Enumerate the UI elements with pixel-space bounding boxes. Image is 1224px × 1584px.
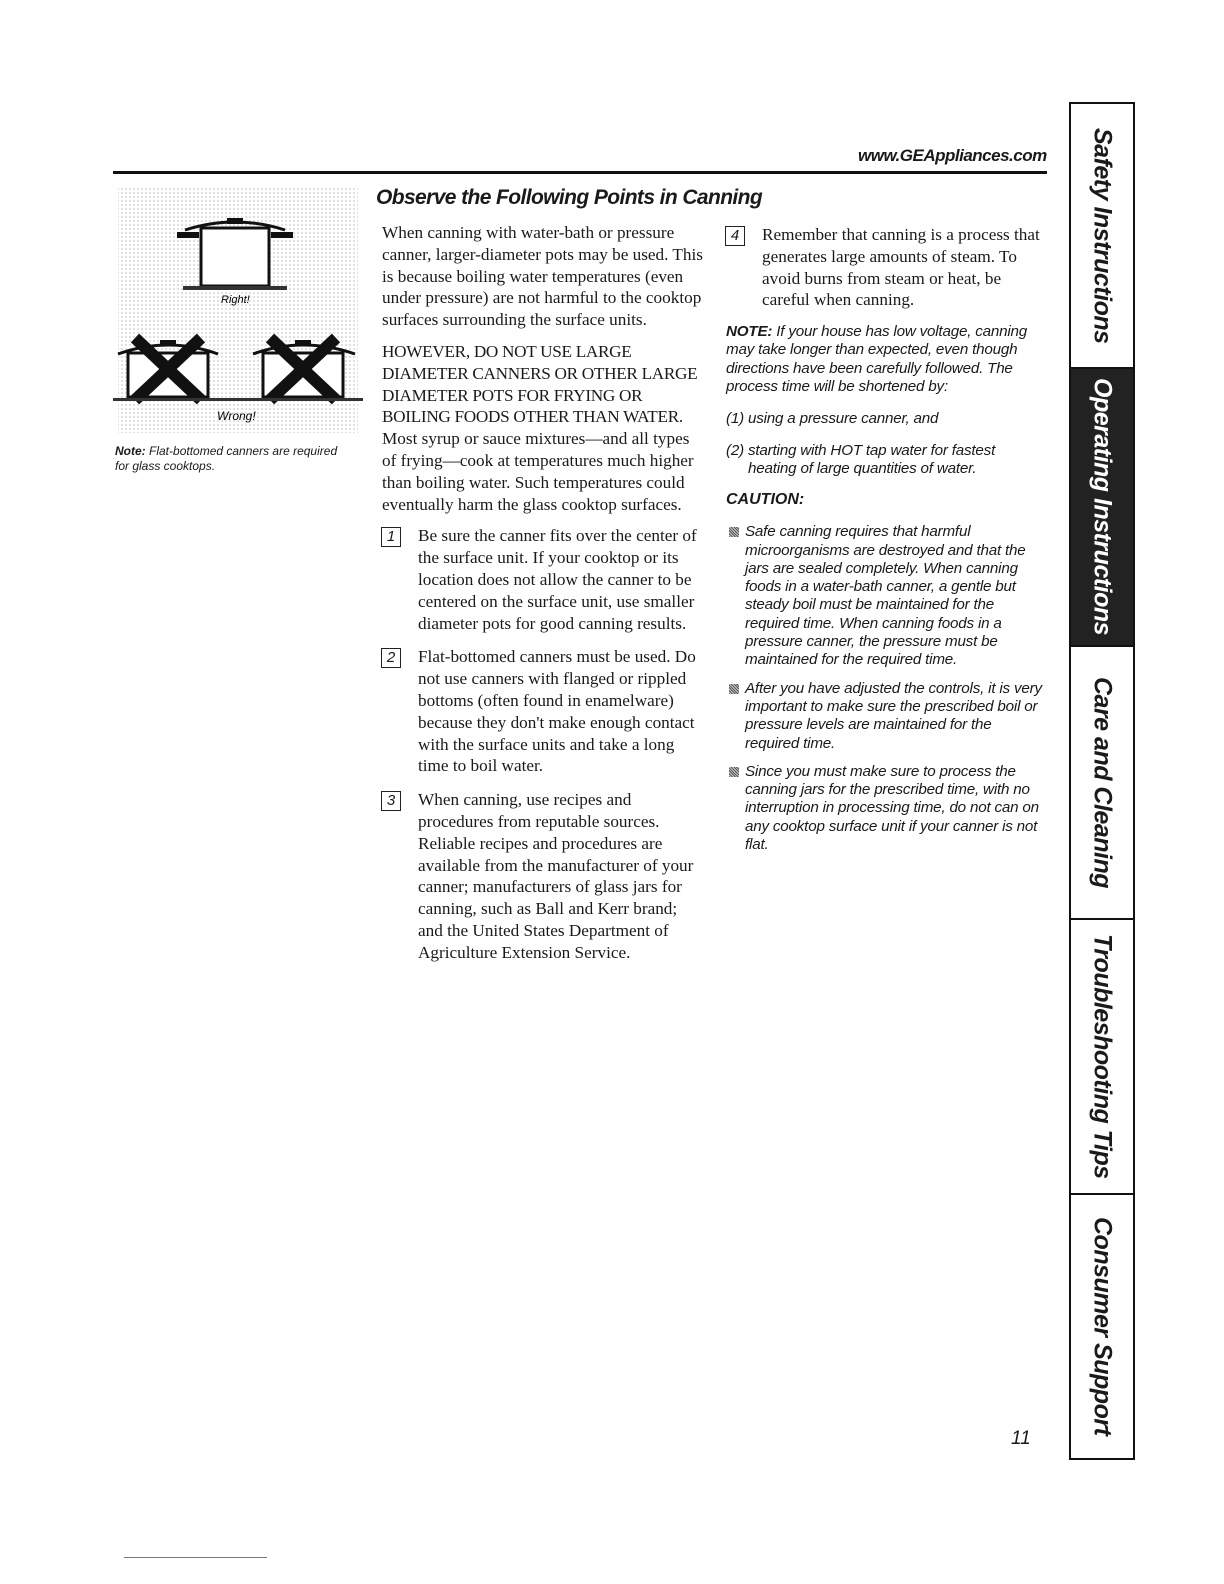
warning-caps: HOWEVER, DO NOT USE LARGE DIAMETER CANNERS OR OTHER LARGE DIAMETER POTS FOR FRYING OR BOILING FOODS OTHER THAN WATER. [382,341,698,427]
caution-heading: CAUTION: [726,491,805,509]
list-item-text: Flat-bottomed canners must be used. Do not use canners with flanged or rippled bottoms (often found in enamelware) because they don't make enough contact with the surface units and take a long time to boil water. [418,647,696,776]
step-number-box: 4 [725,226,745,246]
note-text: Flat-bottomed canners are required for glass cooktops. [115,444,338,473]
note-list-item-2: (2) starting with HOT tap water for fastest heating of large quantities of water. [726,441,996,477]
caution-text: Since you must make sure to process the canning jars for the prescribed time, with no interruption in processing time, do not can on any cooktop surface unit if your canner is not flat. [745,762,1039,854]
intro-paragraph: When canning with water-bath or pressure canner, larger-diameter pots may be used. This is because boiling water temperatures (even under pressure) are not harmful to the cooktop surfaces surrounding the surface units. [382,223,703,330]
tab-operating-instructions[interactable] [1071,369,1133,647]
section-tabs [1069,102,1135,1460]
tab-label: Operating Instructions [1088,378,1117,636]
note-list-item-1: (1) using a pressure canner, and [726,410,939,428]
caution-bullet-3 [726,763,1044,854]
tab-troubleshooting-tips[interactable] [1071,920,1133,1195]
header-rule [113,171,1047,174]
tab-care-and-cleaning[interactable] [1071,647,1133,920]
right-label: Right! [221,294,250,306]
website-url: www.GEAppliances.com [858,146,1047,165]
caution-text: Safe canning requires that harmful microorganisms are destroyed and that the jars are sealed completely. When canning foods in a water-bath canner, a gentle but steady boil must be maintained for the required time. When canning foods in a pressure canner, the pressure must be maintained for the required time. [745,523,1026,669]
tab-label: Safety Instructions [1088,127,1117,344]
caution-bullet-2 [726,680,1044,753]
list-item-2 [382,646,704,777]
main-column [382,222,704,976]
tab-label: Troubleshooting Tips [1088,934,1117,1179]
caution-text: After you have adjusted the controls, it is very important to make sure the prescribed boil or pressure levels are maintained for the required time. [745,679,1042,752]
section-title: Observe the Following Points in Canning [376,186,763,209]
step-number-box: 3 [381,791,401,811]
list-item-text: Remember that canning is a process that generates large amounts of steam. To avoid burns from steam or heat, be careful when canning. [762,225,1040,310]
canner-illustration-svg [113,188,363,438]
step-number-box: 1 [381,527,401,547]
figure-note [115,444,345,474]
bullet-icon [729,527,739,537]
bottom-rule [124,1557,267,1558]
voltage-note [726,323,1044,396]
warning-text: Most syrup or sauce mixtures—and all types of frying—cook at temperatures much higher than boiling water. Such temperatures could eventually harm the glass cooktop surfaces. [382,429,694,514]
list-item-1 [382,525,704,634]
tab-label: Care and Cleaning [1088,677,1117,888]
bullet-icon [729,684,739,694]
caution-bullet-1 [726,523,1044,669]
page-number: 11 [1011,1428,1031,1449]
list-item-text: When canning, use recipes and procedures from reputable sources. Reliable recipes and procedures are available from the manufacturer of your canner; manufacturers of glass jars for canning, such as Ball and Kerr brand; and the United States Department of Agriculture Extension Service. [418,790,694,962]
secondary-column [726,224,1044,864]
voltage-note-text: If your house has low voltage, canning may take longer than expected, even though directions have been carefully followed. The process time will be shortened by: [726,323,1028,396]
bullet-icon [729,767,739,777]
list-item-text: Be sure the canner fits over the center of the surface unit. If your cooktop or its location does not allow the canner to be centered on the surface unit, use smaller diameter pots for good canning results. [418,526,697,633]
voltage-note-label: NOTE: [726,323,773,341]
warning-paragraph [382,341,704,515]
note-label: Note: [115,444,146,458]
list-item-4 [726,224,1044,311]
tab-label: Consumer Support [1088,1217,1117,1436]
list-item-3 [382,789,704,963]
tab-consumer-support[interactable] [1071,1195,1133,1458]
tab-safety-instructions[interactable] [1071,104,1133,369]
wrong-label: Wrong! [217,409,256,423]
canner-illustration [113,188,363,438]
step-number-box: 2 [381,648,401,668]
